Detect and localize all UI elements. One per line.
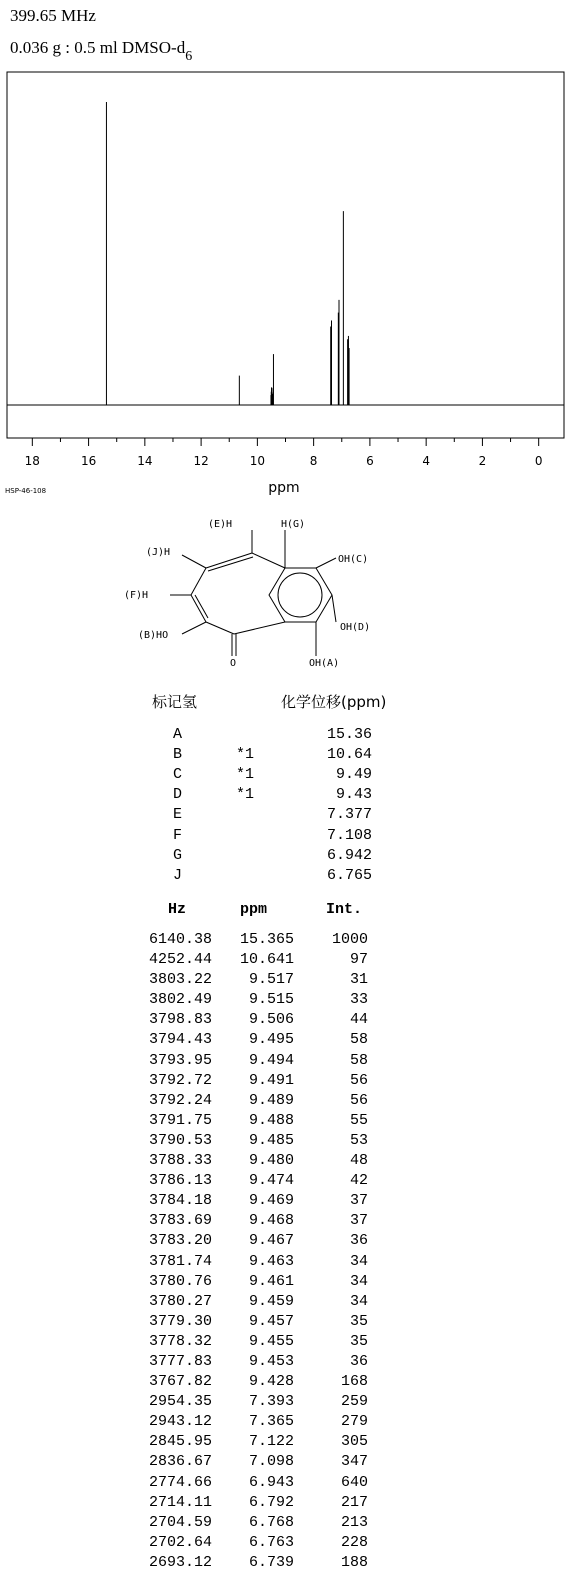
peak-row bbox=[120, 1392, 400, 1412]
peak-hz: 3798.83 bbox=[148, 1011, 212, 1029]
peak-row bbox=[120, 1010, 400, 1030]
spectrum-peaks bbox=[106, 102, 349, 405]
label-D: OH(D) bbox=[340, 622, 371, 633]
peak-int: 42 bbox=[349, 1172, 368, 1190]
peak-int: 58 bbox=[349, 1031, 368, 1049]
assignment-shift: 9.49 bbox=[335, 766, 372, 784]
structure-bonds bbox=[170, 530, 336, 656]
assignment-shift: 7.108 bbox=[326, 826, 372, 844]
x-axis-ticks bbox=[25, 438, 543, 468]
peak-hz: 3786.13 bbox=[148, 1172, 212, 1190]
peak-hz: 3779.30 bbox=[148, 1312, 212, 1330]
peak-ppm: 9.480 bbox=[248, 1152, 294, 1170]
peak-int: 35 bbox=[349, 1332, 368, 1350]
assignment-shift: 6.942 bbox=[326, 846, 372, 864]
peak-int: 37 bbox=[349, 1192, 368, 1210]
label-C: OH(C) bbox=[338, 554, 369, 565]
assignment-label: A bbox=[173, 726, 183, 743]
peak-header-int: Int. bbox=[326, 901, 363, 918]
molecule-structure bbox=[110, 510, 410, 675]
peak-int: 36 bbox=[349, 1232, 368, 1250]
peak-hz: 2954.35 bbox=[148, 1393, 212, 1411]
assignment-label: E bbox=[173, 806, 183, 824]
peak-int: 1000 bbox=[331, 931, 368, 948]
peak-ppm: 9.457 bbox=[248, 1312, 294, 1330]
assignment-label: B bbox=[173, 746, 183, 764]
peak-ppm: 9.488 bbox=[248, 1111, 294, 1129]
peak-ppm: 10.641 bbox=[239, 951, 294, 969]
peak-hz: 3783.20 bbox=[148, 1232, 212, 1250]
assignment-shift: 6.765 bbox=[326, 866, 372, 884]
peak-int: 640 bbox=[340, 1473, 368, 1491]
peak-int: 34 bbox=[349, 1272, 368, 1290]
peak-hz: 3794.43 bbox=[148, 1031, 212, 1049]
assignment-note: *1 bbox=[236, 786, 255, 804]
assignment-shift: 15.36 bbox=[326, 726, 372, 743]
sample-subscript: 6 bbox=[185, 49, 193, 64]
peak-ppm: 9.495 bbox=[248, 1031, 294, 1049]
peak-hz: 3780.27 bbox=[148, 1292, 212, 1310]
peak-ppm: 9.453 bbox=[248, 1352, 294, 1370]
peak-hz: 2704.59 bbox=[148, 1513, 212, 1531]
peak-row bbox=[120, 970, 400, 990]
assignment-shift: 9.43 bbox=[335, 786, 372, 804]
peak-row bbox=[120, 1272, 400, 1292]
peak-ppm: 9.474 bbox=[248, 1172, 294, 1190]
assignment-label: F bbox=[173, 826, 183, 844]
peak-hz: 2714.11 bbox=[148, 1493, 212, 1511]
peak-row bbox=[120, 1553, 400, 1573]
peak-row bbox=[120, 1432, 400, 1452]
peak-ppm: 9.461 bbox=[248, 1272, 294, 1290]
peak-hz: 6140.38 bbox=[148, 931, 212, 948]
peak-row bbox=[120, 1030, 400, 1050]
peak-int: 97 bbox=[349, 951, 368, 969]
x-axis-label: ppm bbox=[268, 480, 300, 496]
peak-row bbox=[120, 1513, 400, 1533]
peak-int: 259 bbox=[340, 1393, 368, 1411]
peak-row bbox=[120, 1131, 400, 1151]
peak-ppm: 9.506 bbox=[248, 1011, 294, 1029]
peak-row bbox=[120, 1211, 400, 1231]
peak-row bbox=[120, 1151, 400, 1171]
peak-row bbox=[120, 1091, 400, 1111]
peak-int: 213 bbox=[340, 1513, 368, 1531]
peak-int: 228 bbox=[340, 1533, 368, 1551]
peak-header-ppm: ppm bbox=[240, 901, 268, 918]
x-tick-label: 14 bbox=[137, 454, 153, 468]
peak-row bbox=[120, 1171, 400, 1191]
peak-ppm: 9.459 bbox=[248, 1292, 294, 1310]
peak-int: 36 bbox=[349, 1352, 368, 1370]
assignment-header-label: 标记氢 bbox=[152, 693, 198, 711]
peak-hz: 2774.66 bbox=[148, 1473, 212, 1491]
peak-list bbox=[120, 930, 400, 1573]
x-tick-label: 6 bbox=[366, 454, 374, 468]
peak-ppm: 9.485 bbox=[248, 1131, 294, 1149]
peak-row bbox=[120, 1292, 400, 1312]
peak-ppm: 6.739 bbox=[248, 1553, 294, 1571]
peak-row bbox=[120, 1533, 400, 1553]
peak-row bbox=[120, 1352, 400, 1372]
x-tick-label: 2 bbox=[478, 454, 487, 468]
spectrometer-frequency: 399.65 MHz bbox=[10, 6, 96, 25]
peak-int: 48 bbox=[349, 1152, 368, 1170]
peak-row bbox=[120, 1051, 400, 1071]
peak-row bbox=[120, 1252, 400, 1272]
peak-ppm: 15.365 bbox=[239, 931, 294, 948]
peak-int: 217 bbox=[340, 1493, 368, 1511]
sample-prefix: 0.036 g : 0.5 ml DMSO-d bbox=[10, 38, 186, 57]
peak-hz: 3792.72 bbox=[148, 1071, 212, 1089]
assignment-label: C bbox=[173, 766, 183, 784]
peak-int: 34 bbox=[349, 1252, 368, 1270]
peak-int: 55 bbox=[349, 1111, 368, 1129]
label-B: (B)HO bbox=[138, 630, 169, 641]
peak-int: 37 bbox=[349, 1212, 368, 1230]
x-tick-label: 10 bbox=[249, 454, 266, 468]
spectrum-code: HSP-46-108 bbox=[5, 487, 47, 495]
peak-hz: 3792.24 bbox=[148, 1091, 212, 1109]
peak-row bbox=[120, 1191, 400, 1211]
peak-ppm: 9.517 bbox=[248, 971, 294, 989]
label-F: (F)H bbox=[124, 590, 149, 601]
peak-row bbox=[120, 1312, 400, 1332]
peak-ppm: 7.393 bbox=[248, 1393, 294, 1411]
assignment-label: J bbox=[173, 866, 183, 884]
peak-hz: 2836.67 bbox=[148, 1453, 212, 1471]
peak-row bbox=[120, 1111, 400, 1131]
peak-hz: 3777.83 bbox=[148, 1352, 212, 1370]
label-G: H(G) bbox=[281, 519, 306, 530]
peak-row bbox=[120, 1412, 400, 1432]
peak-ppm: 9.468 bbox=[248, 1212, 294, 1230]
assignment-header-shift: 化学位移(ppm) bbox=[281, 693, 387, 711]
peak-row bbox=[120, 1071, 400, 1091]
peak-int: 53 bbox=[349, 1131, 368, 1149]
peak-ppm: 7.122 bbox=[248, 1433, 294, 1451]
peak-ppm: 7.365 bbox=[248, 1413, 294, 1431]
assignment-shift: 7.377 bbox=[326, 806, 372, 824]
peak-hz: 3784.18 bbox=[148, 1192, 212, 1210]
assignment-note: *1 bbox=[236, 766, 255, 784]
peak-int: 279 bbox=[340, 1413, 368, 1431]
peak-ppm: 6.768 bbox=[248, 1513, 294, 1531]
peak-ppm: 9.494 bbox=[248, 1051, 294, 1069]
peak-ppm: 7.098 bbox=[248, 1453, 294, 1471]
peak-ppm: 9.463 bbox=[248, 1252, 294, 1270]
label-A: OH(A) bbox=[309, 658, 340, 669]
peak-hz: 3781.74 bbox=[148, 1252, 212, 1270]
peak-ppm: 9.491 bbox=[248, 1071, 294, 1089]
peak-hz: 4252.44 bbox=[148, 951, 212, 969]
x-tick-label: 12 bbox=[193, 454, 209, 468]
x-tick-label: 0 bbox=[534, 454, 543, 468]
peak-int: 33 bbox=[349, 991, 368, 1009]
peak-int: 188 bbox=[340, 1553, 368, 1571]
peak-int: 56 bbox=[349, 1071, 368, 1089]
peak-hz: 2702.64 bbox=[148, 1533, 212, 1551]
peak-int: 58 bbox=[349, 1051, 368, 1069]
peak-row bbox=[120, 1473, 400, 1493]
peak-header-hz: Hz bbox=[168, 901, 187, 918]
peak-ppm: 6.792 bbox=[248, 1493, 294, 1511]
peak-hz: 3778.32 bbox=[148, 1332, 212, 1350]
peak-row bbox=[120, 930, 400, 950]
peak-row bbox=[120, 1493, 400, 1513]
assignment-label: D bbox=[173, 786, 183, 804]
peak-int: 347 bbox=[340, 1453, 368, 1471]
peak-ppm: 6.943 bbox=[248, 1473, 294, 1491]
peak-hz: 2943.12 bbox=[148, 1413, 212, 1431]
peak-row bbox=[120, 1372, 400, 1392]
peak-ppm: 9.467 bbox=[248, 1232, 294, 1250]
peak-ppm: 9.489 bbox=[248, 1091, 294, 1109]
peak-ppm: 9.455 bbox=[248, 1332, 294, 1350]
peak-int: 44 bbox=[349, 1011, 368, 1029]
label-J: (J)H bbox=[146, 547, 171, 558]
peak-ppm: 9.428 bbox=[248, 1373, 294, 1391]
peak-hz: 3783.69 bbox=[148, 1212, 212, 1230]
peak-row bbox=[120, 950, 400, 970]
x-tick-label: 16 bbox=[80, 454, 97, 468]
peak-int: 305 bbox=[340, 1433, 368, 1451]
plot-frame bbox=[7, 72, 564, 438]
peak-hz: 3780.76 bbox=[148, 1272, 212, 1290]
x-tick-label: 18 bbox=[24, 454, 40, 468]
peak-ppm: 9.469 bbox=[248, 1192, 294, 1210]
peak-row bbox=[120, 1231, 400, 1251]
assignment-shift: 10.64 bbox=[326, 746, 372, 764]
label-carbonyl-O: O bbox=[230, 658, 237, 669]
peak-hz: 3802.49 bbox=[148, 991, 212, 1009]
peak-ppm: 9.515 bbox=[248, 991, 294, 1009]
peak-hz: 3788.33 bbox=[148, 1152, 212, 1170]
peak-hz: 3803.22 bbox=[148, 971, 212, 989]
x-tick-label: 8 bbox=[309, 454, 318, 468]
peak-hz: 2845.95 bbox=[148, 1433, 212, 1451]
x-tick-label: 4 bbox=[422, 454, 430, 468]
peak-hz: 2693.12 bbox=[148, 1553, 212, 1571]
nmr-spectrum-chart bbox=[0, 0, 570, 500]
peak-int: 56 bbox=[349, 1091, 368, 1109]
peak-ppm: 6.763 bbox=[248, 1533, 294, 1551]
assignment-label: G bbox=[173, 846, 183, 864]
peak-hz: 3793.95 bbox=[148, 1051, 212, 1069]
peak-int: 34 bbox=[349, 1292, 368, 1310]
peak-int: 31 bbox=[349, 971, 368, 989]
peak-row bbox=[120, 1332, 400, 1352]
peak-row bbox=[120, 990, 400, 1010]
peak-hz: 3767.82 bbox=[148, 1373, 212, 1391]
label-E: (E)H bbox=[208, 519, 233, 530]
peak-int: 35 bbox=[349, 1312, 368, 1330]
peak-hz: 3791.75 bbox=[148, 1111, 212, 1129]
peak-int: 168 bbox=[340, 1373, 368, 1391]
peak-row bbox=[120, 1452, 400, 1472]
assignment-note: *1 bbox=[236, 746, 255, 764]
peak-hz: 3790.53 bbox=[148, 1131, 212, 1149]
